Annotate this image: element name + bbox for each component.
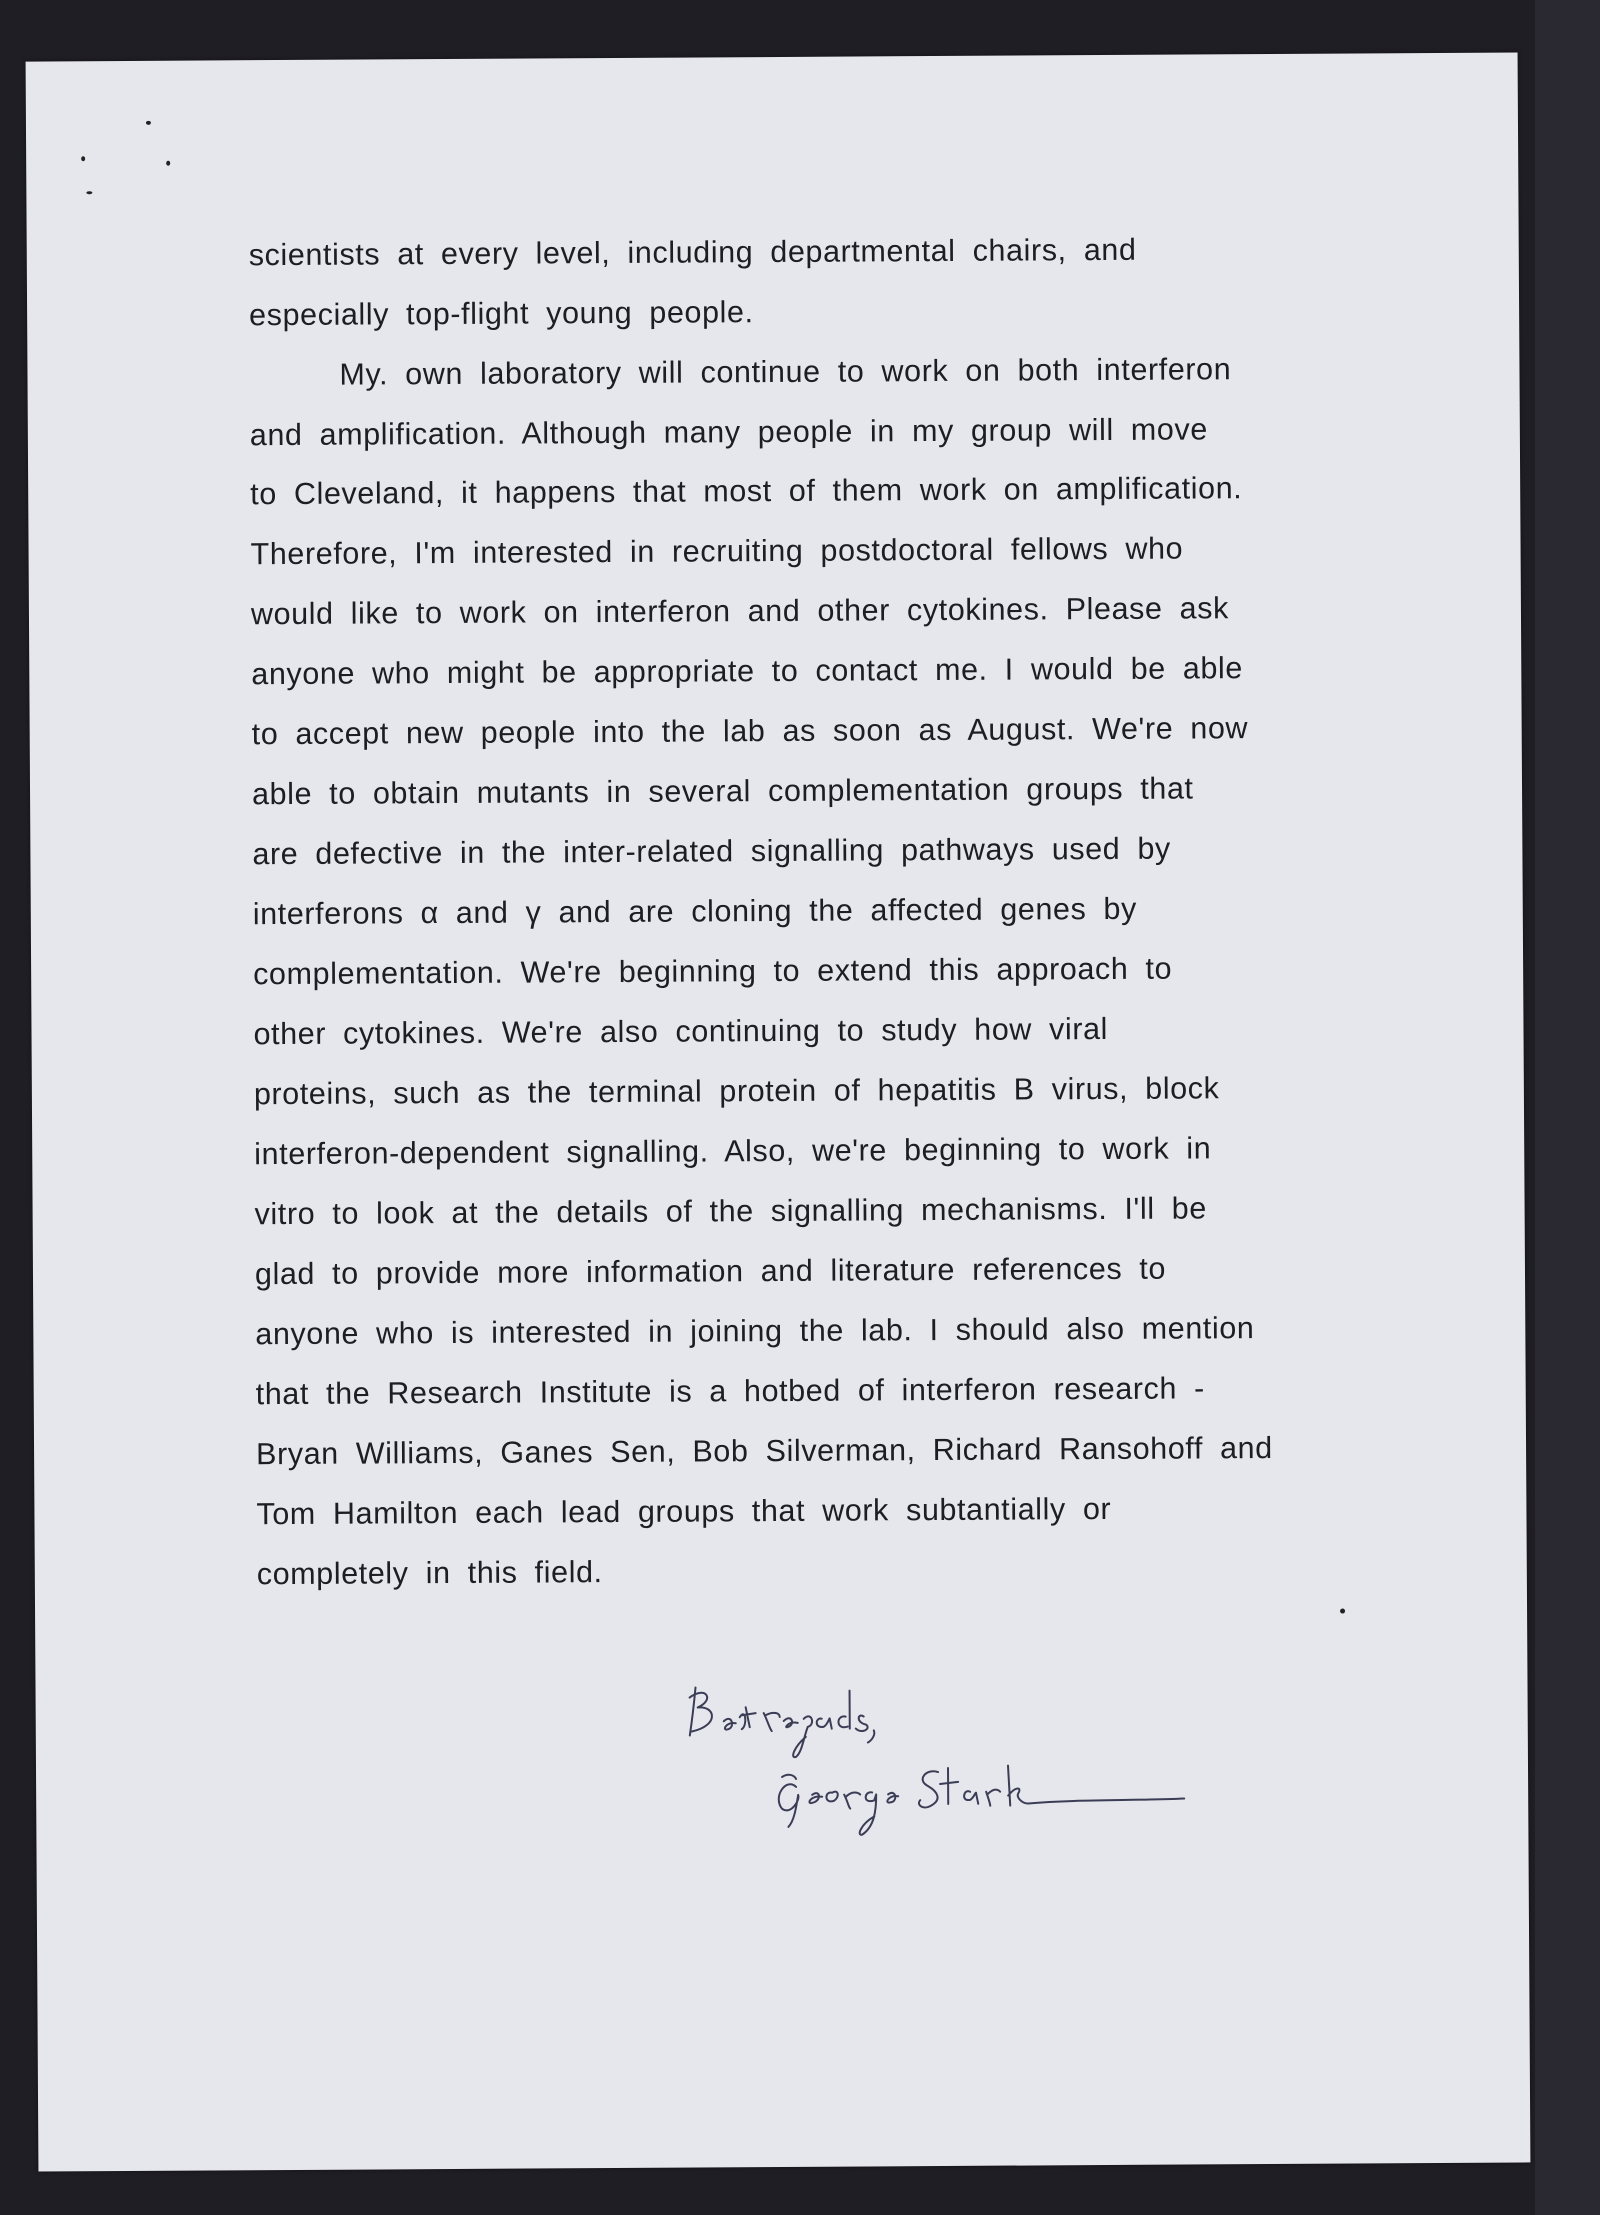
dust-speck — [166, 161, 170, 166]
dust-speck — [1340, 1609, 1345, 1614]
letter-line: Therefore, I'm interested in recruiting postdoctoral fellows who — [250, 531, 1184, 572]
letter-line: to Cleveland, it happens that most of them work on amplification. — [250, 471, 1243, 512]
letter-body — [248, 232, 1329, 1592]
letter-line: and amplification. Although many people in my group will move — [249, 412, 1208, 453]
letter-line: to accept new people into the lab as soon as August. We're now — [251, 711, 1249, 752]
letter-line: completely in this field. — [256, 1555, 603, 1592]
letter-line: vitro to look at the details of the signalling mechanisms. I'll be — [254, 1191, 1207, 1232]
letter-line: able to obtain mutants in several complementation groups that — [251, 771, 1194, 812]
letter-line: anyone who might be appropriate to contact me. I would be able — [251, 651, 1244, 692]
letter-line: other cytokines. We're also continuing to study how viral — [253, 1011, 1109, 1052]
dust-speck — [86, 191, 92, 194]
letter-line: that the Research Institute is a hotbed of interferon research - — [255, 1371, 1205, 1412]
letter-line: Tom Hamilton each lead groups that work subtantially or — [256, 1491, 1112, 1532]
letter-page — [26, 52, 1531, 2171]
dust-speck — [146, 121, 151, 125]
letter-line: glad to provide more information and literature references to — [254, 1251, 1167, 1292]
scan-edge-strip — [1535, 0, 1600, 2215]
letter-line: complementation. We're beginning to extend this approach to — [253, 951, 1173, 992]
letter-line: proteins, such as the terminal protein of hepatitis B virus, block — [253, 1071, 1220, 1112]
letter-line: would like to work on interferon and other cytokines. Please ask — [250, 591, 1229, 632]
letter-line: scientists at every level, including departmental chairs, and — [248, 232, 1137, 273]
dust-speck — [81, 156, 85, 161]
letter-line: are defective in the inter-related signalling pathways used by — [252, 831, 1171, 872]
letter-line: especially top-flight young people. — [249, 295, 754, 333]
letter-line: anyone who is interested in joining the lab. I should also mention — [255, 1311, 1255, 1352]
letter-line: interferons α and γ and are cloning the affected genes by — [252, 891, 1137, 932]
letter-line: My. own laboratory will continue to work on both interferon — [339, 352, 1232, 392]
letter-line: interferon-dependent signalling. Also, we're beginning to work in — [254, 1131, 1212, 1172]
letter-line: Bryan Williams, Ganes Sen, Bob Silverman, Richard Ransohoff and — [255, 1430, 1273, 1472]
handwritten-signature — [675, 1674, 1196, 1857]
